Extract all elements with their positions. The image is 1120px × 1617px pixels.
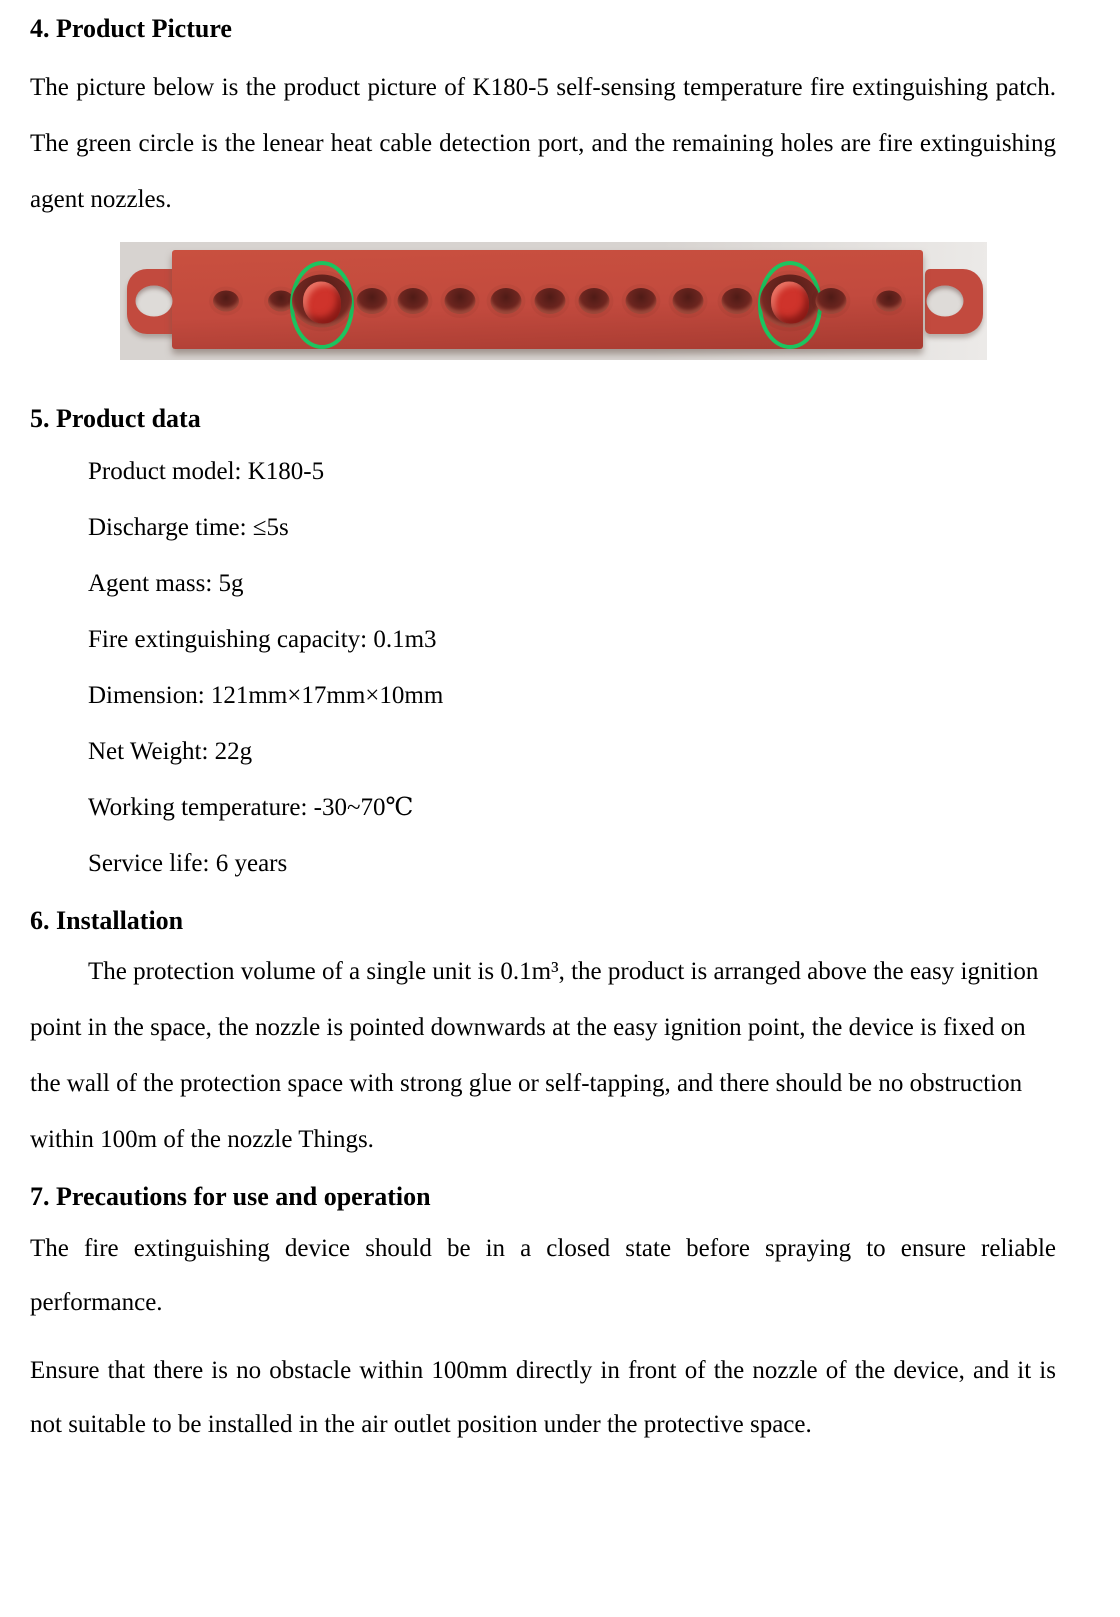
product-photo-figure (120, 242, 1056, 360)
thermal-sensor-material (771, 281, 809, 323)
agent-nozzle-hole (213, 291, 239, 312)
section7-paragraph-1: The fire extinguishing device should be in a closed state before spraying to ensure reliable performance. (30, 1235, 1056, 1316)
agent-nozzle-hole (579, 288, 610, 314)
agent-nozzle-hole (722, 288, 753, 314)
agent-nozzle-hole (490, 288, 521, 314)
product-data-item: Net Weight: 22g (88, 738, 253, 765)
section7-paragraph-2: Ensure that there is no obstacle within 100mm directly in front of the nozzle of the device, and it is not suitable to be installed in the air outlet position under the protective space. (30, 1357, 1056, 1438)
agent-nozzle-hole (357, 288, 388, 314)
product-data-item: Working temperature: -30~70℃ (88, 794, 414, 821)
product-data-item: Product model: K180-5 (88, 458, 325, 485)
section4-paragraph: The picture below is the product picture of K180-5 self-sensing temperature fire extinguishing patch. The green circle is the lenear heat cable detection port, and the remaining holes are fire extinguishing agent nozzles. (30, 74, 1056, 213)
product-data-item: Agent mass: 5g (88, 570, 244, 597)
heat-cable-detection-port (760, 275, 820, 328)
section6-paragraph: The protection volume of a single unit is 0.1m³, the product is arranged above the easy ignition point in the space, the nozzle is pointed downwards at the easy ignition point, the device is fixed on the wall of the protection space with strong glue or self-tapping, and there should be no obstruction within 100m of the nozzle Things. (30, 958, 1039, 1153)
product-data-item: Dimension: 121mm×17mm×10mm (88, 682, 444, 709)
mounting-hole (927, 286, 964, 317)
heat-cable-detection-port (292, 275, 352, 328)
product-data-item: Discharge time: ≤5s (88, 514, 289, 541)
agent-nozzle-hole (398, 288, 429, 314)
product-data-item: Fire extinguishing capacity: 0.1m3 (88, 626, 437, 653)
section4-heading: 4. Product Picture (30, 14, 232, 43)
mounting-hole (135, 286, 172, 317)
agent-nozzle-hole (444, 288, 475, 314)
agent-nozzle-hole (876, 291, 902, 312)
section7-heading: 7. Precautions for use and operation (30, 1182, 431, 1211)
product-photo (120, 242, 987, 360)
agent-nozzle-hole (626, 288, 657, 314)
section6-heading: 6. Installation (30, 906, 184, 935)
section5-heading: 5. Product data (30, 404, 201, 433)
agent-nozzle-hole (535, 288, 566, 314)
holes-layer (120, 242, 987, 360)
product-data-item: Service life: 6 years (88, 850, 288, 877)
agent-nozzle-hole (672, 288, 703, 314)
agent-nozzle-hole (815, 288, 846, 314)
product-data-list (30, 444, 1056, 892)
thermal-sensor-material (303, 281, 341, 323)
